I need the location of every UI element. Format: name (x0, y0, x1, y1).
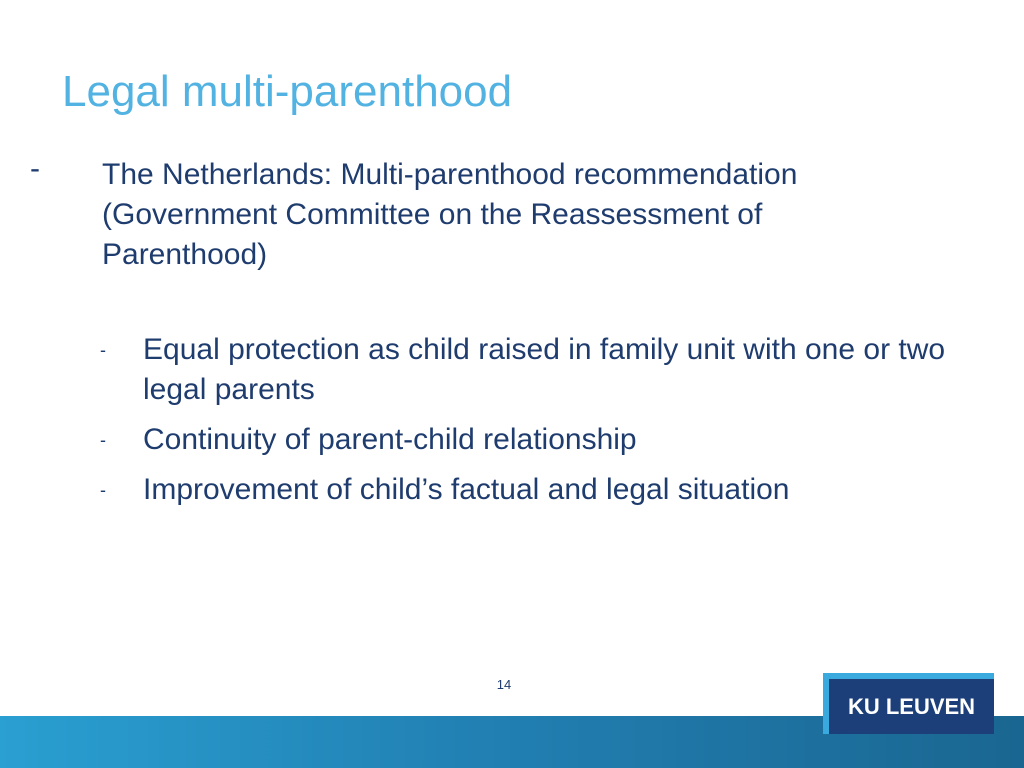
sub-bullet-text: Improvement of child’s factual and legal situation (143, 473, 790, 506)
sub-bullet-item (100, 420, 1000, 460)
sub-bullet-item (100, 470, 1000, 510)
sub-bullet-text: Continuity of parent-child relationship (143, 423, 637, 456)
bullet-dash-marker: - (30, 152, 40, 185)
ku-leuven-logo (823, 673, 994, 734)
sub-bullet-dash-marker: - (100, 480, 106, 500)
page-number: 14 (496, 677, 512, 692)
main-bullet-list (30, 152, 910, 275)
sub-bullet-text: Equal protection as child raised in family unit with one or two legal parents (143, 333, 946, 406)
sub-bullet-list (100, 330, 1000, 520)
slide-title: Legal multi-parenthood (62, 67, 513, 116)
main-bullet-item (30, 152, 910, 275)
main-bullet-text: The Netherlands: Multi-parenthood recommendation (Government Committee on the Reassessment of Parenthood) (102, 158, 798, 271)
logo-background (829, 679, 994, 734)
logo-text: KU LEUVEN (847, 693, 976, 719)
sub-bullet-item (100, 330, 1000, 410)
sub-bullet-dash-marker: - (100, 430, 106, 450)
sub-bullet-dash-marker: - (100, 340, 106, 360)
